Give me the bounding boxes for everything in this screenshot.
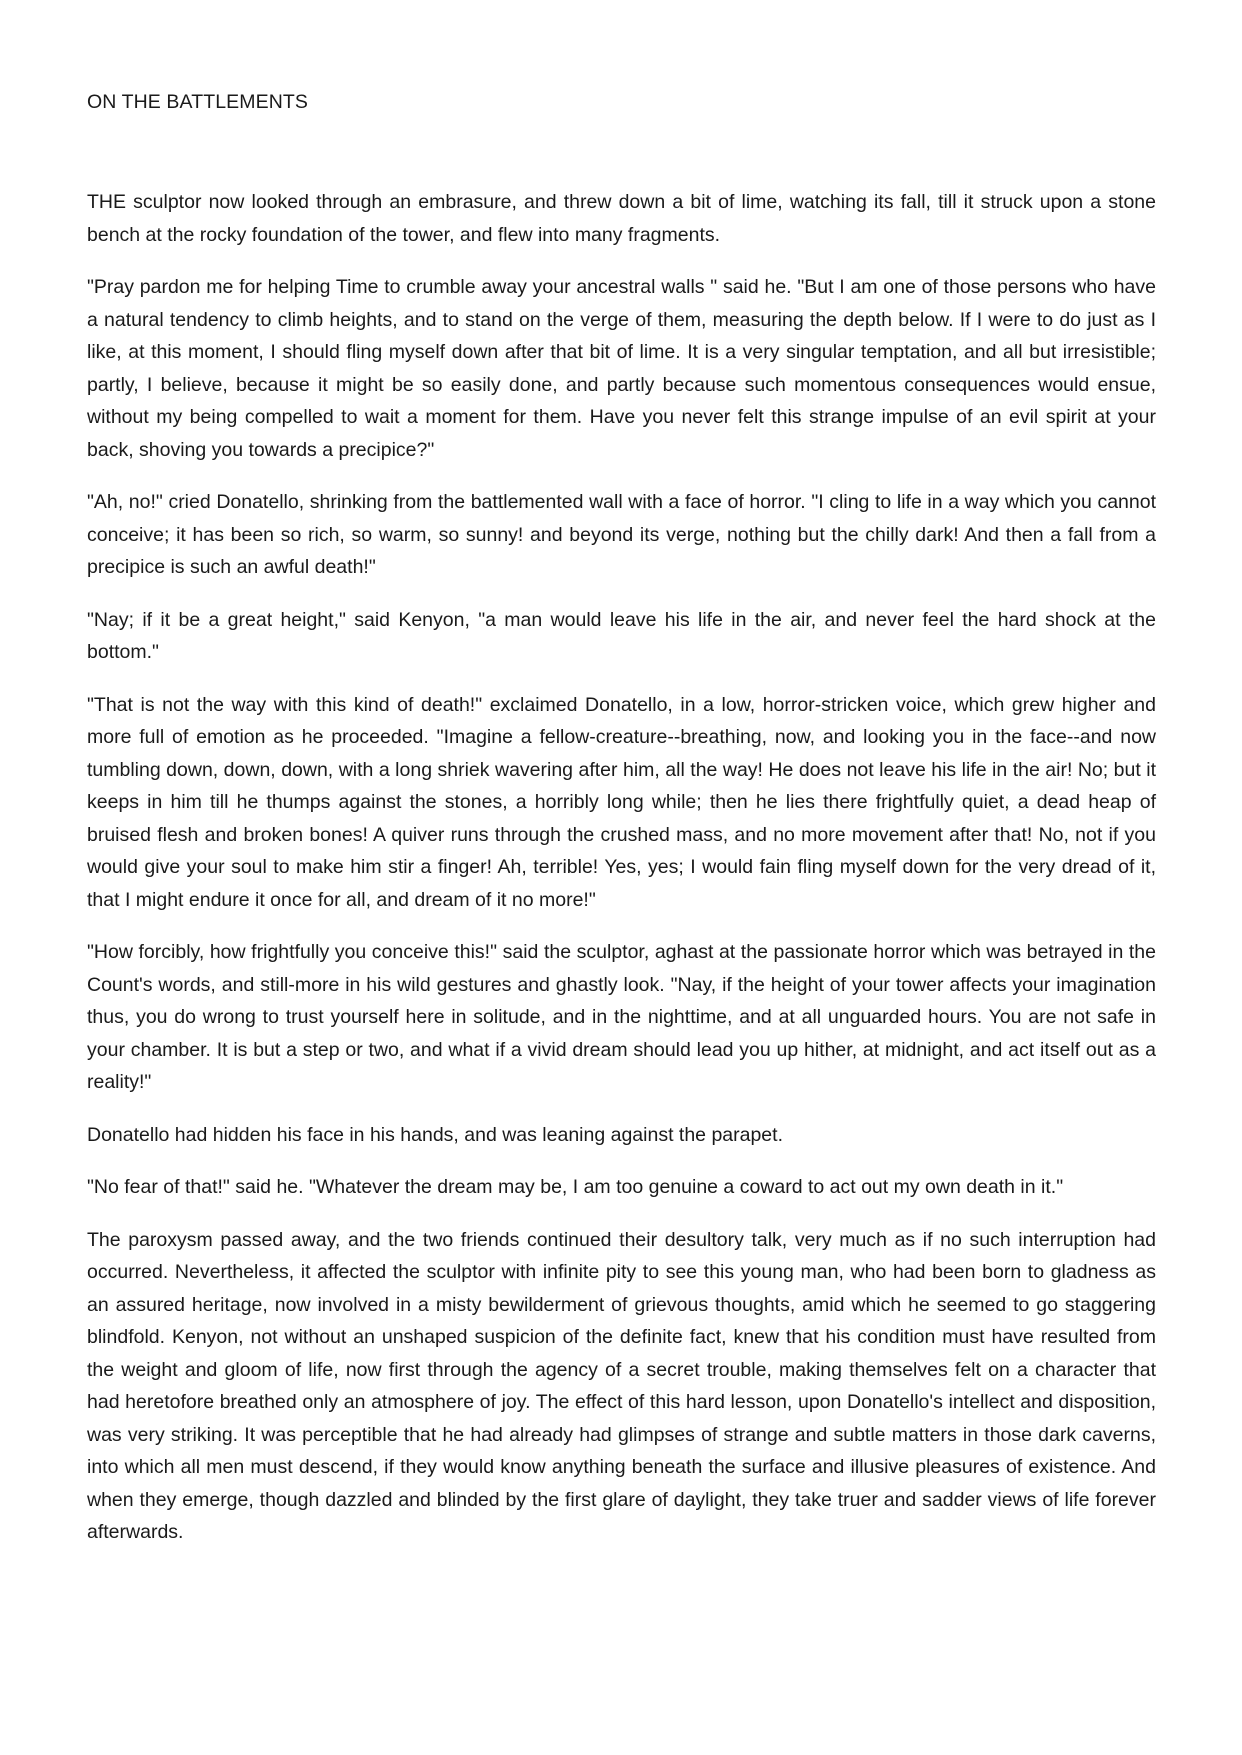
document-page (87, 86, 1156, 1569)
paragraph-7: Donatello had hidden his face in his hands, and was leaning against the parapet. (87, 1123, 783, 1146)
paragraph-2: "Pray pardon me for helping Time to crumble away your ancestral walls " said he. "But I am one of those persons who have a natural tendency to climb heights, and to stand on the verge of them, measuring the depth below. If I were to do just as I like, at this moment, I should fling myself down after that bit of lime. It is a very singular temptation, and all but irresistible; partly, I believe, because it might be so easily done, and partly because such momentous consequences would ensue, without my being compelled to wait a moment for them. Have you never felt this strange impulse of an evil spirit at your back, shoving you towards a precipice?" (87, 276, 1156, 461)
paragraph-4: "Nay; if it be a great height," said Kenyon, "a man would leave his life in the air, and never feel the hard shock at the bottom." (87, 608, 1156, 663)
paragraph-9: The paroxysm passed away, and the two friends continued their desultory talk, very much as if no such interruption had occurred. Nevertheless, it affected the sculptor with infinite pity to see this young man, who had been born to gladness as an assured heritage, now involved in a misty bewilderment of grievous thoughts, amid which he seemed to go staggering blindfold. Kenyon, not without an unshaped suspicion of the definite fact, knew that his condition must have resulted from the weight and gloom of life, now first through the agency of a secret trouble, making themselves felt on a character that had heretofore breathed only an atmosphere of joy. The effect of this hard lesson, upon Donatello's intellect and disposition, was very striking. It was perceptible that he had already had glimpses of strange and subtle matters in those dark caverns, into which all men must descend, if they would know anything beneath the surface and illusive pleasures of existence. And when they emerge, though dazzled and blinded by the first glare of daylight, they take truer and sadder views of life forever afterwards. (87, 1228, 1156, 1543)
paragraph-1: THE sculptor now looked through an embrasure, and threw down a bit of lime, watching its fall, till it struck upon a stone bench at the rocky foundation of the tower, and flew into many fragments. (87, 191, 1156, 246)
paragraph-5: "That is not the way with this kind of death!" exclaimed Donatello, in a low, horror-stricken voice, which grew higher and more full of emotion as he proceeded. "Imagine a fellow-creature--breathing, now, and looking you in the face--and now tumbling down, down, down, with a long shriek wavering after him, all the way! He does not leave his life in the air! No; but it keeps in him till he thumps against the stones, a horribly long while; then he lies there frightfully quiet, a dead heap of bruised flesh and broken bones! A quiver runs through the crushed mass, and no more movement after that! No, not if you would give your soul to make him stir a finger! Ah, terrible! Yes, yes; I would fain fling myself down for the very dread of it, that I might endure it once for all, and dream of it no more!" (87, 693, 1156, 911)
chapter-title: ON THE BATTLEMENTS (87, 91, 309, 113)
paragraph-8: "No fear of that!" said he. "Whatever the dream may be, I am too genuine a coward to act out my own death in it." (87, 1176, 1064, 1198)
paragraph-3: "Ah, no!" cried Donatello, shrinking from the battlemented wall with a face of horror. "I cling to life in a way which you cannot conceive; it has been so rich, so warm, so sunny! and beyond its verge, nothing but the chilly dark! And then a fall from a precipice is such an awful death!" (87, 491, 1156, 578)
paragraph-6: "How forcibly, how frightfully you conceive this!" said the sculptor, aghast at the passionate horror which was betrayed in the Count's words, and still-more in his wild gestures and ghastly look. "Nay, if the height of your tower affects your imagination thus, you do wrong to trust yourself here in solitude, and in the nighttime, and at all unguarded hours. You are not safe in your chamber. It is but a step or two, and what if a vivid dream should lead you up hither, at midnight, and act itself out as a reality!" (87, 941, 1156, 1093)
